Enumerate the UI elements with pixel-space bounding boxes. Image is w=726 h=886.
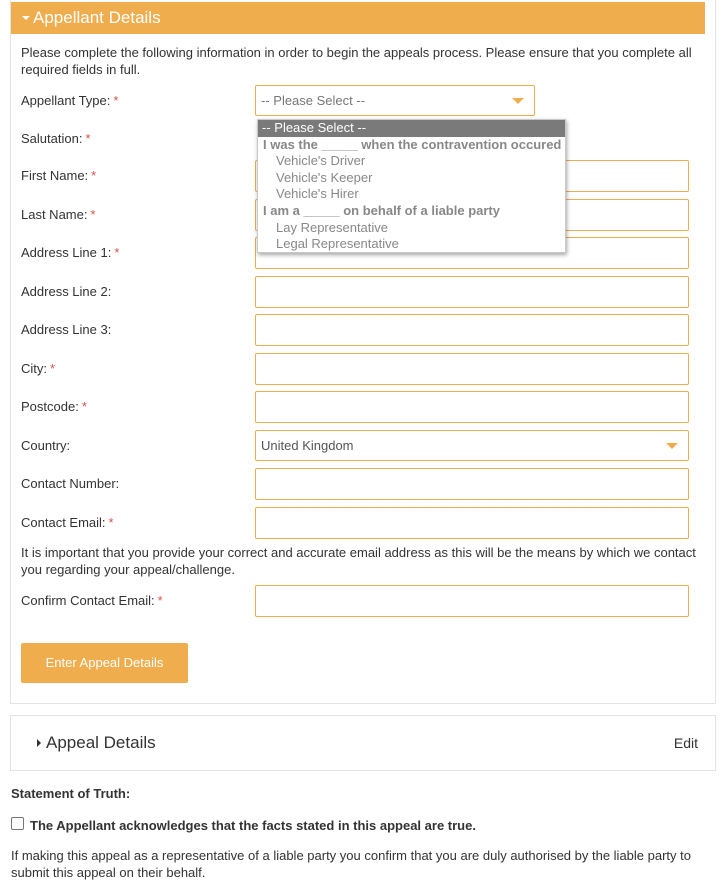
first-name-label: First Name: * <box>21 168 97 183</box>
country-select[interactable] <box>255 430 689 461</box>
address-line-1-label: Address Line 1: * <box>21 245 120 260</box>
dropdown-group-2: I am a _____ on behalf of a liable party <box>263 202 500 218</box>
appeal-details-title: Appeal Details <box>46 733 156 752</box>
appellant-details-header[interactable] <box>11 2 705 34</box>
dropdown-option-driver[interactable]: Vehicle's Driver <box>276 153 366 169</box>
address-line-2-label: Address Line 2: <box>21 284 112 299</box>
salutation-label: Salutation: * <box>21 131 91 146</box>
enter-appeal-details-button[interactable]: Enter Appeal Details <box>21 643 188 683</box>
dropdown-option-placeholder[interactable]: -- Please Select -- <box>258 120 565 137</box>
dropdown-option-legal-rep[interactable]: Legal Representative <box>276 236 399 252</box>
contact-number-label: Contact Number: <box>21 476 120 491</box>
appellant-type-value: -- Please Select -- <box>261 93 366 108</box>
city-label: City: * <box>21 361 56 376</box>
authorisation-note: If making this appeal as a representative of a liable party you confirm that you are duly authorised by the liable party to submit this appeal on their behalf. <box>11 848 691 880</box>
dropdown-option-keeper[interactable]: Vehicle's Keeper <box>276 169 373 185</box>
confirm-email-label: Confirm Contact Email: * <box>21 593 163 608</box>
appellant-type-select[interactable] <box>255 85 535 116</box>
appellant-type-label: Appellant Type: * <box>21 93 119 108</box>
country-value: United Kingdom <box>261 438 354 453</box>
statement-of-truth-title: Statement of Truth: <box>11 786 131 801</box>
dropdown-option-hirer[interactable]: Vehicle's Hirer <box>276 186 359 202</box>
panel-title: Appellant Details <box>33 8 161 27</box>
acknowledge-checkbox[interactable] <box>11 817 24 830</box>
email-note: It is important that you provide your correct and accurate email address as this will be the means by which we contact you regarding your appeal/challenge. <box>21 545 696 577</box>
appeal-details-panel[interactable] <box>10 715 716 771</box>
address-line-2-input[interactable] <box>255 276 689 308</box>
appellant-type-dropdown <box>257 119 566 253</box>
dropdown-group-1: I was the _____ when the contravention occured <box>263 136 562 152</box>
address-line-3-input[interactable] <box>255 314 689 346</box>
acknowledge-label[interactable]: The Appellant acknowledges that the facts stated in this appeal are true. <box>30 818 476 833</box>
postcode-input[interactable] <box>255 391 689 423</box>
chevron-down-icon <box>666 443 678 449</box>
country-label: Country: <box>21 438 71 453</box>
intro-text: Please complete the following information in order to begin the appeals process. Please ensure that you complete all required fields in full. <box>21 45 692 77</box>
contact-email-input[interactable] <box>255 507 689 539</box>
chevron-down-icon <box>512 98 524 104</box>
postcode-label: Postcode: * <box>21 399 87 414</box>
contact-number-input[interactable] <box>255 468 689 500</box>
edit-link[interactable]: Edit <box>673 735 698 751</box>
confirm-email-input[interactable] <box>255 585 689 617</box>
caret-right-icon <box>37 739 41 747</box>
contact-email-label: Contact Email: * <box>21 515 114 530</box>
caret-down-icon <box>22 16 30 20</box>
city-input[interactable] <box>255 353 689 385</box>
address-line-3-label: Address Line 3: <box>21 322 112 337</box>
dropdown-option-lay-rep[interactable]: Lay Representative <box>276 219 389 235</box>
last-name-label: Last Name: * <box>21 207 96 222</box>
